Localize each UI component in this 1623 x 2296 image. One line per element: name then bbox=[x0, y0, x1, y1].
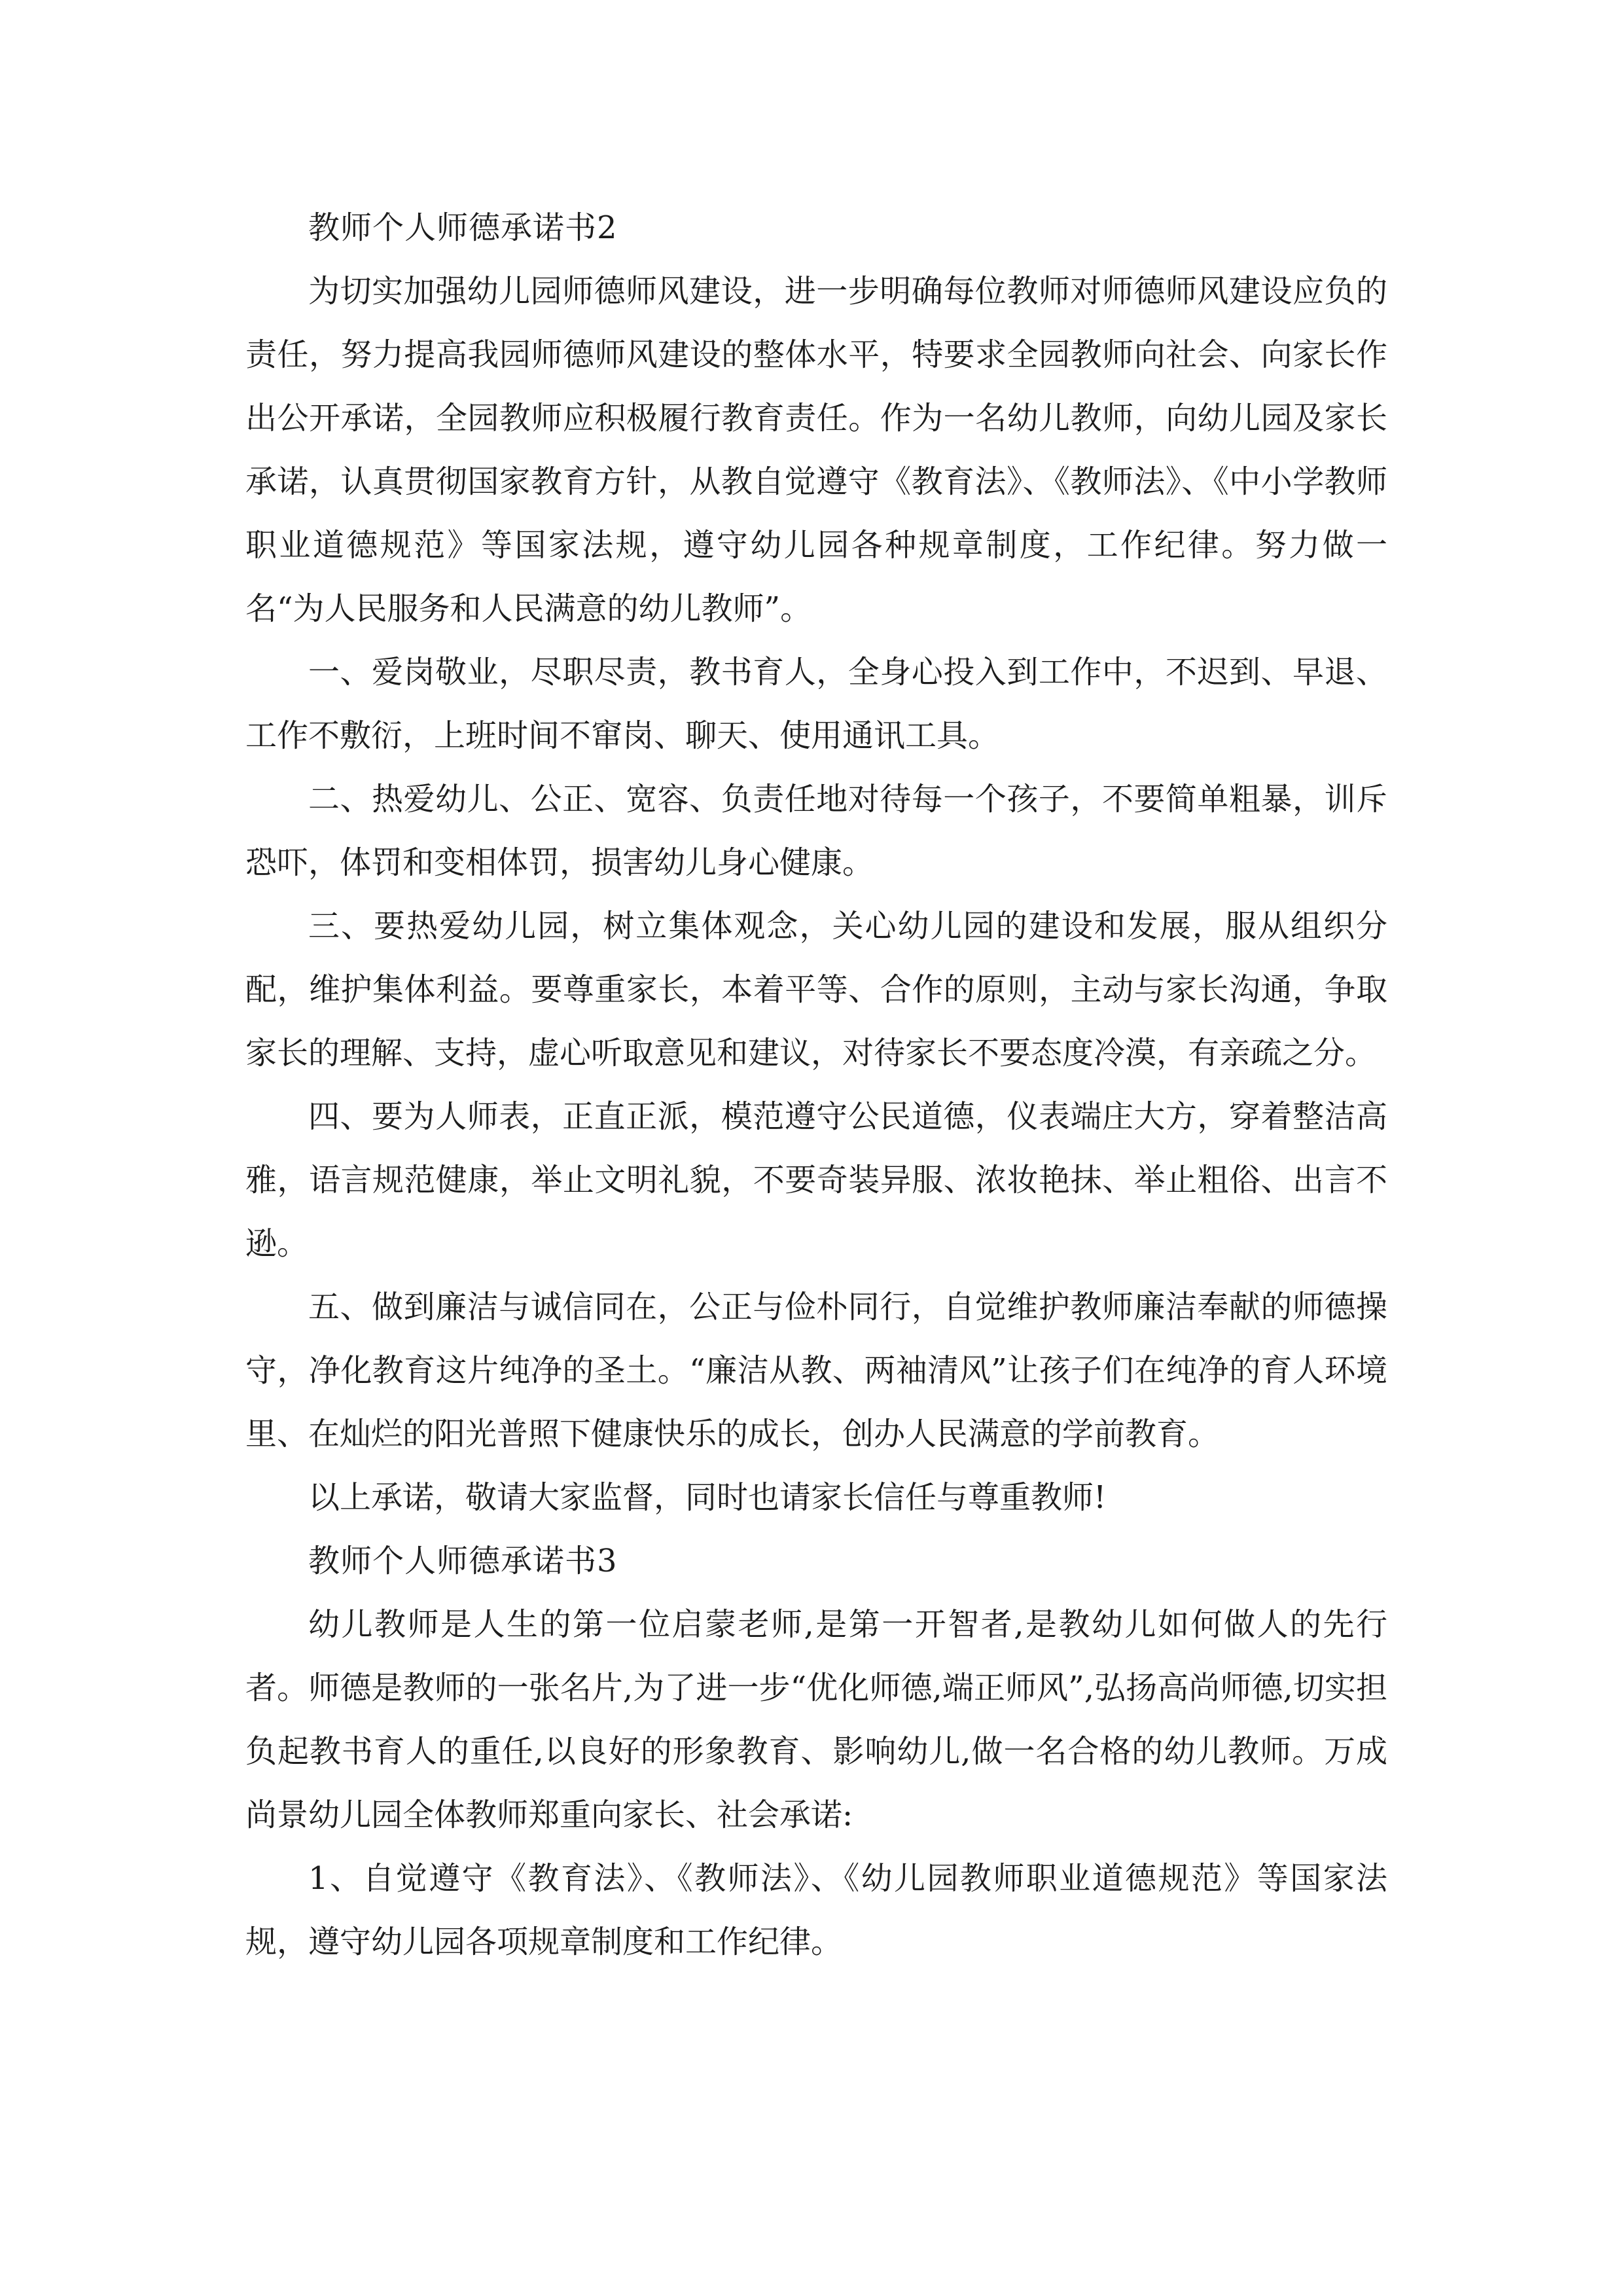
commitment-item-3: 三、要热爱幼儿园，树立集体观念，关心幼儿园的建设和发展，服从组织分配，维护集体利益。要尊重家长，本着平等、合作的原则，主动与家长沟通，争取家长的理解、支持，虚心听取意见和建议，对待家长不要态度冷漠，有亲疏之分。 bbox=[245, 908, 1387, 1071]
commitment-item-1: 1、自觉遵守《教育法》、《教师法》、《幼儿园教师职业道德规范》等国家法规，遵守幼儿园各项规章制度和工作纪律。 bbox=[245, 1860, 1387, 1960]
section-title: 教师个人师德承诺书3 bbox=[308, 1543, 618, 1579]
closing-paragraph: 以上承诺，敬请大家监督，同时也请家长信任与尊重教师! bbox=[308, 1479, 1107, 1516]
commitment-item-5: 五、做到廉洁与诚信同在，公正与俭朴同行，自觉维护教师廉洁奉献的师德操守，净化教育这片纯净的圣土。“廉洁从教、两袖清风”让孩子们在纯净的育人环境里、在灿烂的阳光普照下健康快乐的成长，创办人民满意的学前教育。 bbox=[245, 1289, 1387, 1452]
commitment-item-1: 一、爱岗敬业，尽职尽责，教书育人，全身心投入到工作中，不迟到、早退、工作不敷衍，上班时间不窜岗、聊天、使用通讯工具。 bbox=[245, 654, 1387, 754]
document-body bbox=[245, 196, 1387, 1974]
section-title: 教师个人师德承诺书2 bbox=[308, 209, 618, 246]
intro-paragraph: 为切实加强幼儿园师德师风建设，进一步明确每位教师对师德师风建设应负的责任，努力提高我园师德师风建设的整体水平，特要求全园教师向社会、向家长作出公开承诺，全园教师应积极履行教育责任。作为一名幼儿教师，向幼儿园及家长承诺，认真贯彻国家教育方针，从教自觉遵守《教育法》、《教师法》、《中小学教师职业道德规范》等国家法规，遵守幼儿园各种规章制度，工作纪律。努力做一名“为人民服务和人民满意的幼儿教师”。 bbox=[245, 273, 1387, 627]
commitment-item-4: 四、要为人师表，正直正派，模范遵守公民道德，仪表端庄大方，穿着整洁高雅，语言规范健康，举止文明礼貌，不要奇装异服、浓妆艳抹、举止粗俗、出言不逊。 bbox=[245, 1098, 1387, 1262]
commitment-item-2: 二、热爱幼儿、公正、宽容、负责任地对待每一个孩子，不要简单粗暴，训斥恐吓，体罚和变相体罚，损害幼儿身心健康。 bbox=[245, 781, 1387, 881]
intro-paragraph: 幼儿教师是人生的第一位启蒙老师,是第一开智者,是教幼儿如何做人的先行者。师德是教师的一张名片,为了进一步“优化师德,端正师风”,弘扬高尚师德,切实担负起教书育人的重任,以良好的形象教育、影响幼儿,做一名合格的幼儿教师。万成尚景幼儿园全体教师郑重向家长、社会承诺: bbox=[245, 1606, 1387, 1833]
